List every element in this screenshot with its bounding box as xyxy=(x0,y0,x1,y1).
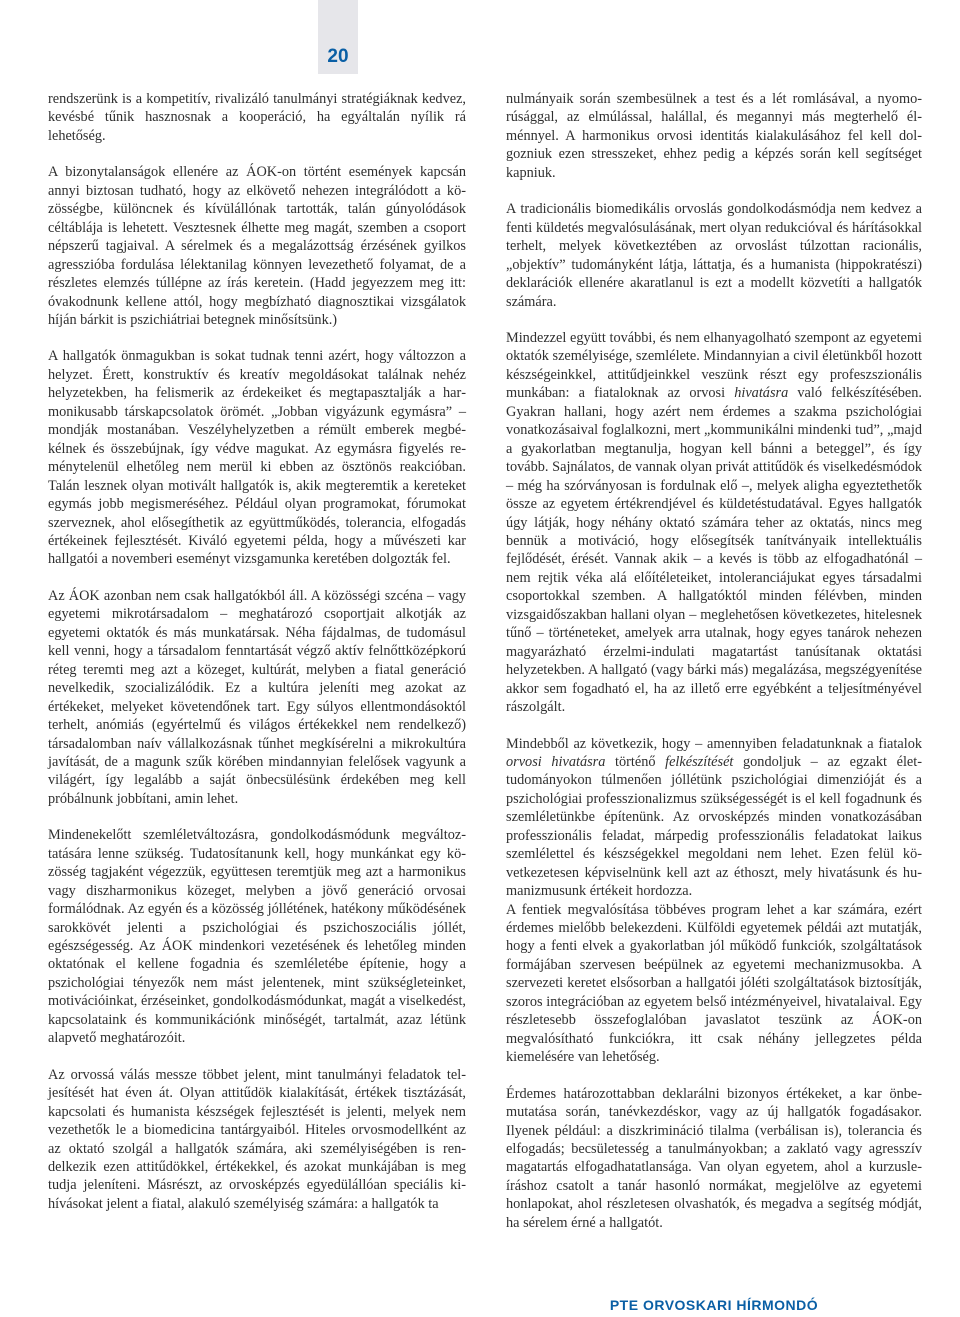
footer-publication-name: PTE ORVOSKARI HÍRMONDÓ xyxy=(609,1297,819,1313)
paragraph: Érdemes határozottabban deklarálni bizonyos értékeket, a kar önbemutatása során, tanévkezdéskor, vagy az új hallgatók fogadásakor. Ilyenek például: a diszkrimináció tilalma (verbálisan is), tolerancia és elfogadás; becsületesség a tanulmányokban; a zaklató vagy agresszív magatartás elfogadhatatlansága. Van olyan egyetem, ahol a kurzusleíráshoz csatolt a tanár hasonló normákat, megjelölve az egyetemi honlapokat, ahol részletesen olvashatók, és megadva a segítség módját, ha sérelem érné a hallgatót. xyxy=(506,1085,922,1231)
paragraph: Az orvossá válás messze többet jelent, mint tanulmányi feladatok teljesítését hat éven át. Olyan attitűdök kialakítását, értékek tisztázását, kapcsolati és humanista készségek fejlesztését is jelenti, melyek nem vezethetők le a biomedicina tantárgyaiból. Hiteles orvosmodellként az az oktató szolgál a hallgatók számára, aki személyiségében is rendelkezik ezen attitűdökkel, értékekkel, és azokat munkájában is meg tudja jeleníteni. Másrészt, az orvosképzés egyedülállóan speciális kihívásokat jelent a fiatal, alakuló személyiség számára: a hallgatók ta xyxy=(48,1066,466,1212)
page-number: 20 xyxy=(327,46,349,67)
paragraph: Mindenekelőtt szemléletváltozásra, gondolkodásmódunk megváltoztatására lenne szükség. Tudatosítanunk kell, hogy munkánkat egy közösség tagjaként végezzük, együttesen teremtjük meg azt a harmonikus vagy diszharmonikus közeget, melyben a jövő generáció orvosai formálódnak. Az egyén és a közösség jóllétének, hatékony működésének sarokkövét jelenti a pszichológiai és pszichoszociális jóllét, egészségesség. Az ÁOK mindenkori vezetésének és lehetőleg minden oktatónak el kellene fogadnia és szemléletébe építenie, hogy a pszichológiai tényezők nem mást jelentenek, mint szükségleteinket, motivációinkat, érzéseinket, gondolkodásmódunkat, magát a viselkedést, kapcsolataink és kommunikációnk minőségét, tartalmát, azaz létünk alapvető meghatározóit. xyxy=(48,827,466,1047)
paragraph: A tradicionális biomedikális orvoslás gondolkodásmódja nem kedvez a fenti küldetés megvalósulásának, mert olyan redukcióval és hárításokkal terhelt, melyek következtében az orvoslást túlzottan racionális, „objektív” tudományként látja, láttatja, és a humanista (hippokratészi) deklarációk ellenére akaratlanul is ezt a modellt közvetíti a hallgatók számára. xyxy=(506,201,922,310)
paragraph: nulmányaik során szembesülnek a test és a lét romlásával, a nyomorúsággal, az elmúlással, halállal, és megannyi más megterhelő élménnyel. A harmonikus orvosi identitás kialakulásához fel kell dolgozniuk ezen stresszeket, ehhez pedig a képzés során kell segítséget kapniuk. xyxy=(506,91,922,181)
right-column xyxy=(506,90,922,1232)
left-column xyxy=(48,90,466,1213)
page-number-box xyxy=(318,0,358,74)
paragraph: Az ÁOK azonban nem csak hallgatókból áll. A közösségi szcéna – vagy egyetemi mikrotársadalom – meghatározó csoportjait alkotják az egyetemi oktatók és más munkatársak. Néha fájdalmas, de tudomásul kell venni, hogy a társadalom fenntartását végző aktív felnőttközépkorú réteg teremti meg azt a közeget, kultúrát, melyben a fiatal generáció nevelkedik, szocializálódik. Ez a kultúra jeleníti meg azokat az értékeket, melyeket követendőnek tart. Egy súlyos ellentmondásoktól terhelt, anómiás (egyértelmű és világos értékekkel nem rendelkező) társadalomban naív vállalkozásnak tűnhet megkísérelni a mikrokultúra javítását, de a magunk szűk körében mindannyian felelősek vagyunk a világért, így legalább a saját önbecsülésünk érdekében meg kell próbálnunk jobbítani, amin lehet. xyxy=(48,587,466,807)
paragraph: A fentiek megvalósítása többéves program lehet a kar számára, ezért érdemes mielőbb belekezdeni. Külföldi egyetemek példái azt mutatják, hogy a fenti elvek a gyakorlatban jól működő funkciók, szolgáltatások formájában szervesen beépülnek az egyetemi mechanizmusokba. A szervezeti keretet elsősorban a hallgatói jóléti szolgáltatások biztosítják, szoros integrációban az egyetem belső intézményeivel, hivatalaival. Egy részletesebb összefoglalóban javaslatot teszünk az ÁOK-on megvalósítható funkciókra, itt csak néhány jellegzetes példa kiemelésére van lehetőség. xyxy=(506,901,922,1066)
paragraph: A hallgatók önmagukban is sokat tudnak tenni azért, hogy változzon a helyzet. Érett, konstruktív és kreatív megoldásokat találnak nehéz helyzetekben, ha felismerik az érdekeiket és megtapasztalják a harmonikusabb társkapcsolatok örömét. „Jobban vigyázunk egymásra” – mondják mostanában. Veszélyhelyzetben a rémült emberek megbékélnek és összebújnak, így védve magukat. Az egymásra figyelés reménytelenül elhetőleg nem merül ki ebben az ösztönös reakcióban. Talán lesznek olyan motivált hallgatók is, akik megteremtik a kereteket egymás jobb megismeréséhez. Például olyan programokat, fórumokat szerveznek, ahol elősegíthetik az együttműködés, tolerancia, elfogadás értékeinek fejlesztését. Kiváló egyetemi példa, hogy a művészeti kar hallgatói a novemberi eseményt vizsgamunka keretében dolgozták fel. xyxy=(48,348,466,568)
paragraph: rendszerünk is a kompetitív, rivalizáló tanulmányi stratégiáknak kedvez, kevésbé tűnik hasznosnak a kooperáció, ha egyáltalán nyílik rá lehetőség. xyxy=(48,91,466,144)
paragraph: A bizonytalanságok ellenére az ÁOK-on történt események kapcsán annyi biztosan tudható, hogy az elkövető nehezen integrálódott a közösségbe, különcnek és kívülállónak tartották, talán gúnyolódások céltáblája is lehetett. Vesztesnek élhette meg magát, szemben a csoport népszerű tagjaival. A sérelmek és a megalázottság érzésének gyilkos agresszióba fordulása lélektanilag könnyen levezethető folyamat, de a részletes elemzés túllépne az írás keretein. (Hadd jegyezzem meg itt: óvakodnunk kellene attól, hogy megbízható diagnosztikai vizsgálatok híján bárkit is pszichiátriai betegnek minősítsünk.) xyxy=(48,164,466,328)
paragraph: Mindebből az következik, hogy – amennyiben feladatunknak a fiatalok orvosi hivatásra történő felkészítését gondoljuk – az egzakt élettudományokon túlmenően jóllétünk pszichológiai dimenzióját és a pszichológiai professzionalizmus szükségességét is el kell fogadnunk és szemléletünkbe építenünk. Az orvosképzés minden vonatkozásában professzionális feladat, márpedig professzionális feladatokat laikus szemlélettel és készségekkel megoldani nem lehet. Ezen felül következetesen képviselnünk kell azt az éthoszt, mely hivatásunk és humanizmusunk értékeit hordozza. xyxy=(506,735,922,900)
paragraph: Mindezzel együtt további, és nem elhanyagolható szempont az egyetemi oktatók személyisége, szemlélete. Mindannyian a civil életünkből hozott készségeinkkel, attitűdjeinkkel veszünk részt egy profeszszionális munkában: a fiataloknak az orvosi hivatásra való felkészítésében. Gyakran hallani, hogy azért nem érdemes a szakma pszichológiai vonatkozásaival foglalkozni, mert „kommunikálni mindenki tud”, „majd a gyakorlatban megtanulja, hogyan kell bánni a beteggel”, és így tovább. Sajnálatos, de vannak olyan privát attitűdök és viselkedésmódok – még ha szórványosan is fordulnak elő –, melyek aligha egyeztethetők össze az egyetem értékrendjével és küldetéstudatával. Egyes hallgatók úgy látják, hogy néhány oktató számára teher az oktatás, nincs meg bennük a motiváció, hogy elősegítsék tanítványaik intellektuális fejlődését, érését. Vannak akik – a kevés is több az elfogadhatónál – nem rejtik véka alá előítéleteiket, intoleranciájukat egyes társadalmi csoportokkal szemben. A hallgatóktól minden félévben, minden vizsgaidőszakban hallani olyan – meglehetősen következetes, hitelesnek tűnő – történeteket, amelyek arra utalnak, hogy egyes tanárok nehezen magyarázható érzelmi-indulati magatartást tanúsítanak oktatási helyzetekben. A hallgató (vagy bárki más) megalázása, megszégyenítése akkor sem fogadható el, ha az illető erre egyébként a teljesítményével rászolgált. xyxy=(506,329,922,716)
